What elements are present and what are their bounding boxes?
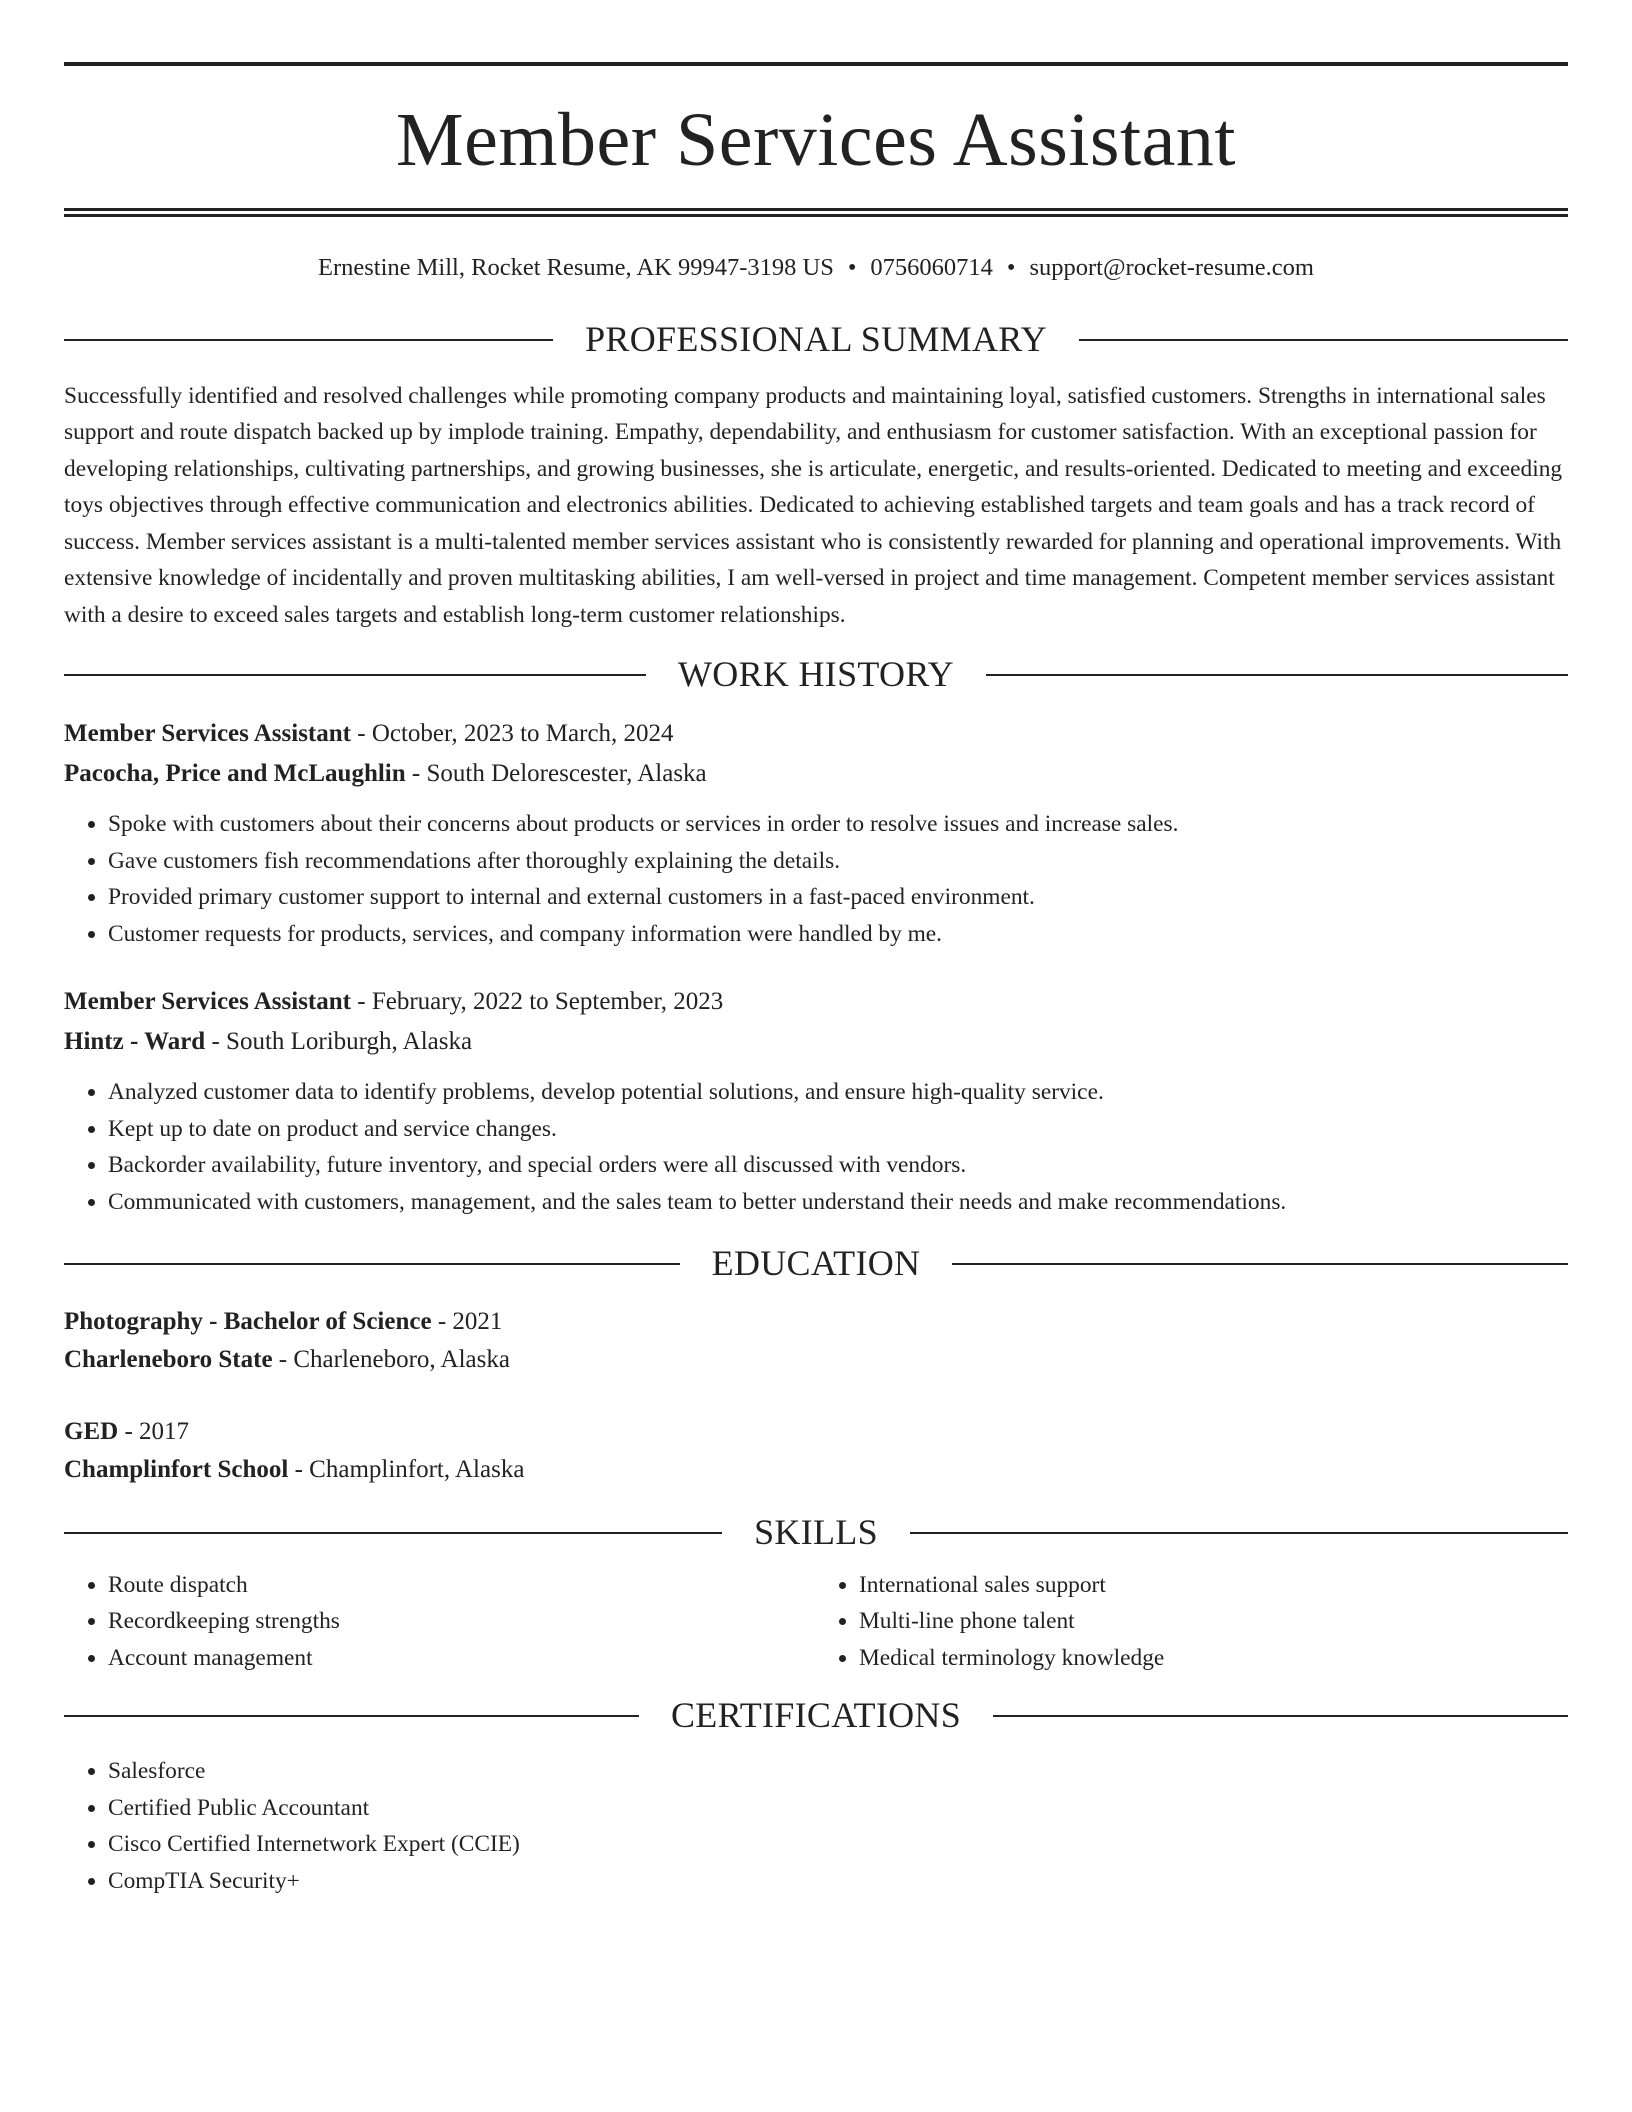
education-location: - Charleneboro, Alaska <box>272 1346 510 1374</box>
section-heading-label: WORK HISTORY <box>678 654 954 695</box>
job-dates: - February, 2022 to September, 2023 <box>351 988 724 1016</box>
list-item: • International sales support <box>859 1567 1568 1604</box>
education-year: - 2017 <box>118 1418 190 1446</box>
job-title: Member Services Assistant <box>64 988 351 1016</box>
list-item: • Provided primary customer support to internal and external customers in a fast-paced environment. <box>108 879 1568 916</box>
job-title-line <box>64 714 1568 754</box>
title-double-rule <box>64 208 1568 217</box>
heading-rule-left <box>64 674 646 676</box>
job-bullets <box>64 806 1568 952</box>
education-entry <box>64 1303 1568 1379</box>
skills-grid <box>64 1567 1568 1677</box>
job-title: Member Services Assistant <box>64 720 351 748</box>
section-heading-education <box>64 1242 1568 1285</box>
section-heading-label: PROFESSIONAL SUMMARY <box>585 319 1047 360</box>
heading-rule-right <box>1079 339 1568 341</box>
job-company-line <box>64 754 1568 794</box>
list-item: • Gave customers fish recommendations after thoroughly explaining the details. <box>108 843 1568 880</box>
job-title-line <box>64 982 1568 1022</box>
section-heading-label: EDUCATION <box>711 1243 921 1284</box>
education-school-line <box>64 1451 1568 1489</box>
education-entry <box>64 1413 1568 1489</box>
contact-separator: • <box>1006 254 1016 281</box>
education-school-line <box>64 1341 1568 1379</box>
job-bullets <box>64 1074 1568 1220</box>
contact-line <box>64 253 1568 282</box>
resume-title: Member Services Assistant <box>396 98 1236 182</box>
heading-rule-left <box>64 1532 722 1534</box>
heading-rule-left <box>64 1715 639 1717</box>
job-dates: - October, 2023 to March, 2024 <box>351 720 674 748</box>
section-heading-work <box>64 653 1568 696</box>
list-item: • Certified Public Accountant <box>108 1790 1568 1827</box>
education-degree-line <box>64 1303 1568 1341</box>
contact-separator: • <box>847 254 857 281</box>
list-item: • Spoke with customers about their concerns about products or services in order to resolve issues and increase sales. <box>108 806 1568 843</box>
list-item: • Account management <box>108 1640 817 1677</box>
list-item: • Salesforce <box>108 1753 1568 1790</box>
contact-phone: 0756060714 <box>870 254 993 281</box>
education-school: Champlinfort School <box>64 1456 289 1484</box>
heading-rule-right <box>952 1263 1568 1265</box>
job-company: Hintz - Ward <box>64 1028 206 1056</box>
list-item: • Customer requests for products, services, and company information were handled by me. <box>108 916 1568 953</box>
job-location: - South Loriburgh, Alaska <box>205 1028 473 1056</box>
job-company-line <box>64 1022 1568 1062</box>
top-rule <box>64 62 1568 66</box>
skills-list-right <box>817 1567 1568 1677</box>
job-entry <box>64 982 1568 1220</box>
list-item: • Multi-line phone talent <box>859 1603 1568 1640</box>
section-heading-summary <box>64 318 1568 361</box>
list-item: • Analyzed customer data to identify problems, develop potential solutions, and ensure high-quality service. <box>108 1074 1568 1111</box>
contact-email: support@rocket-resume.com <box>1029 254 1314 281</box>
heading-rule-right <box>993 1715 1568 1717</box>
list-item: • Backorder availability, future inventory, and special orders were all discussed with vendors. <box>108 1147 1568 1184</box>
list-item: • Communicated with customers, management, and the sales team to better understand their needs and make recommendations. <box>108 1184 1568 1221</box>
heading-rule-right <box>986 674 1568 676</box>
list-item: • Kept up to date on product and service changes. <box>108 1111 1568 1148</box>
education-year: - 2021 <box>431 1308 503 1336</box>
section-heading-certifications <box>64 1694 1568 1737</box>
education-degree-line <box>64 1413 1568 1451</box>
education-degree: GED <box>64 1418 119 1446</box>
job-location: - South Delorescester, Alaska <box>405 760 707 788</box>
certifications-list <box>64 1753 1568 1899</box>
section-heading-skills <box>64 1511 1568 1554</box>
section-heading-label: SKILLS <box>754 1512 878 1553</box>
skills-list-left <box>64 1567 817 1677</box>
summary-paragraph: Successfully identified and resolved challenges while promoting company products and maintaining loyal, satisfied customers. Strengths in international sales support and route dispatch backed up by implode training. Empathy, dependability, and enthusiasm for customer satisfaction. With an exceptional passion for developing relationships, cultivating partnerships, and growing businesses, she is articulate, energetic, and results-oriented. Dedicated to meeting and exceeding toys objectives through effective communication and electronics abilities. Dedicated to achieving established targets and team goals and has a track record of success. Member services assistant is a multi-talented member services assistant who is consistently rewarded for planning and operational improvements. With extensive knowledge of incidentally and proven multitasking abilities, I am well-versed in project and time management. Competent member services assistant with a desire to exceed sales targets and establish long-term customer relationships. <box>64 382 1563 628</box>
section-heading-label: CERTIFICATIONS <box>670 1695 962 1736</box>
education-location: - Champlinfort, Alaska <box>288 1456 525 1484</box>
education-school: Charleneboro State <box>64 1346 273 1374</box>
job-company: Pacocha, Price and McLaughlin <box>64 760 406 788</box>
list-item: • Cisco Certified Internetwork Expert (CCIE) <box>108 1826 1568 1863</box>
job-entry <box>64 714 1568 952</box>
list-item: • Medical terminology knowledge <box>859 1640 1568 1677</box>
heading-rule-right <box>910 1532 1568 1534</box>
contact-address: Ernestine Mill, Rocket Resume, AK 99947-3198 US <box>318 254 834 281</box>
heading-rule-left <box>64 1263 680 1265</box>
education-degree: Photography - Bachelor of Science <box>64 1308 432 1336</box>
heading-rule-left <box>64 339 553 341</box>
list-item: • Recordkeeping strengths <box>108 1603 817 1640</box>
list-item: • CompTIA Security+ <box>108 1863 1568 1900</box>
list-item: • Route dispatch <box>108 1567 817 1604</box>
